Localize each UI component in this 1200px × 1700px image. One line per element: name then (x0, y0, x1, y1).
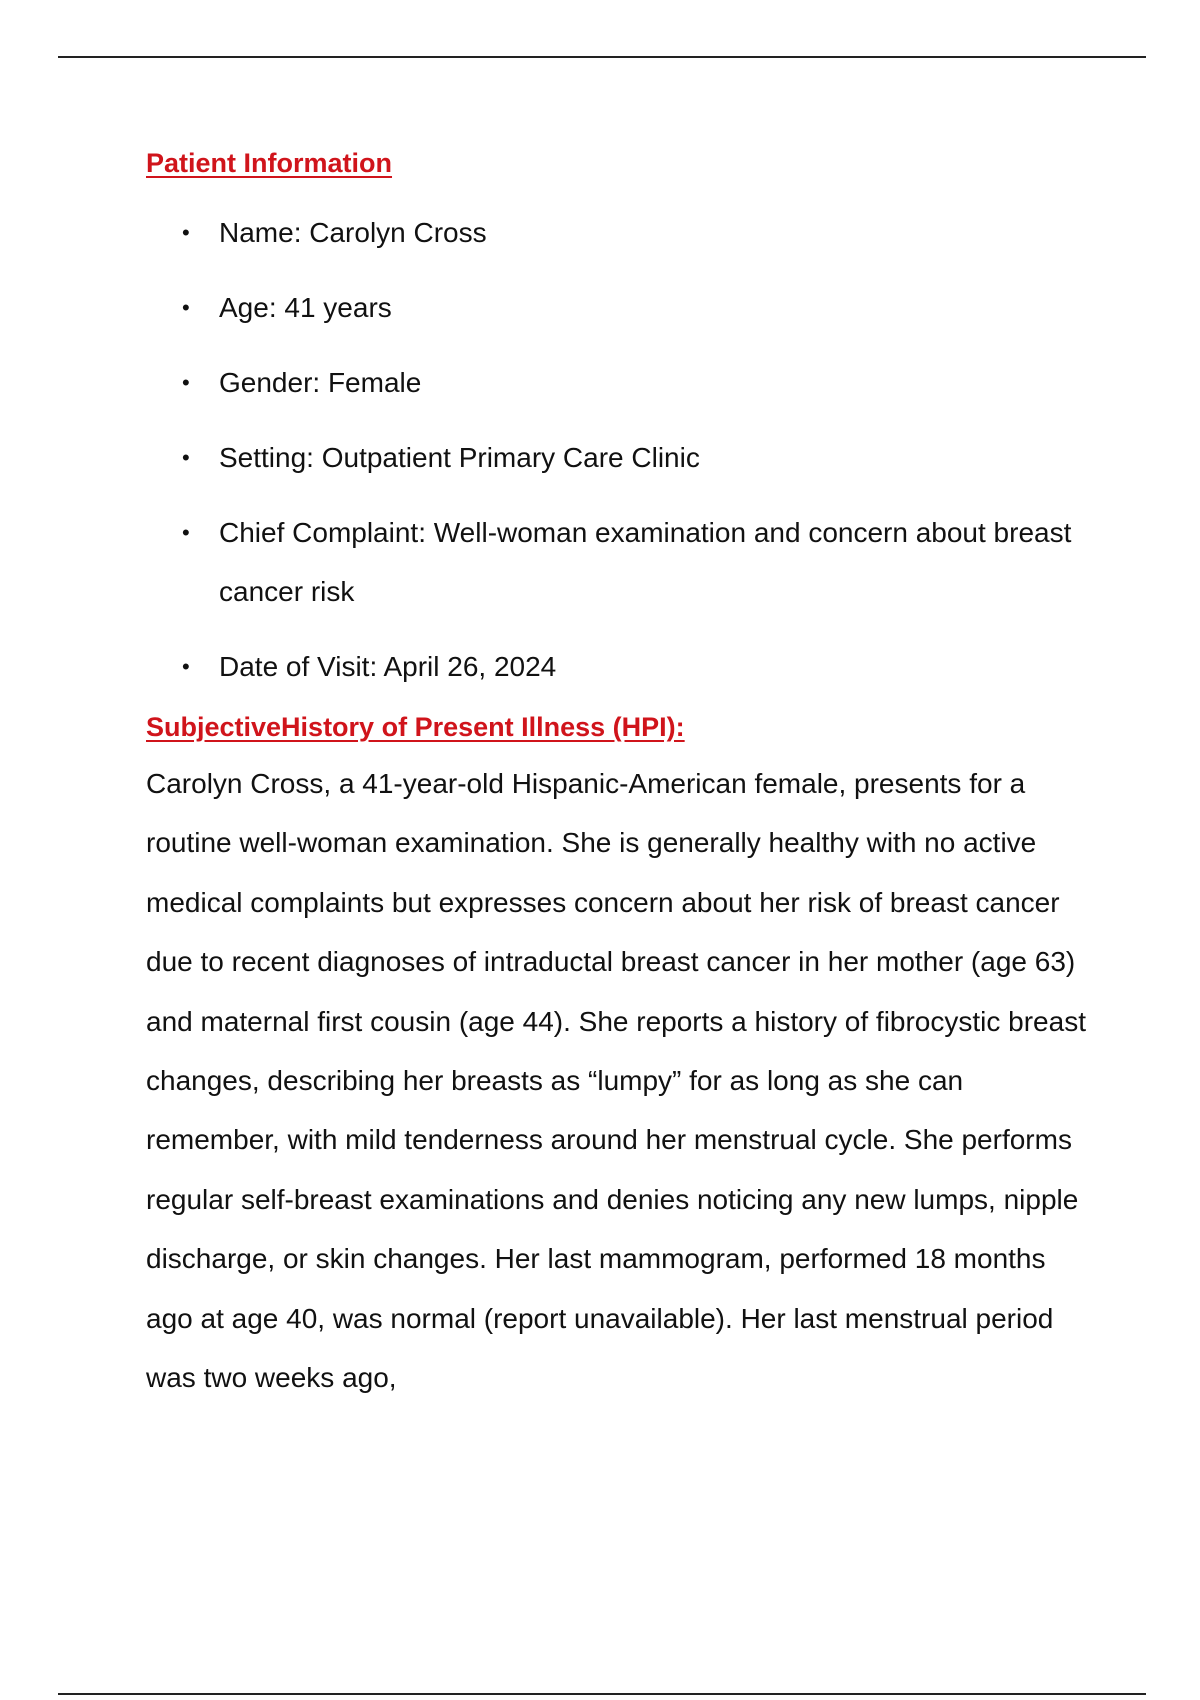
footer-rule (58, 1693, 1146, 1695)
list-item-setting (146, 428, 1106, 487)
list-item-text: Gender: Female (219, 367, 422, 398)
hpi-heading: SubjectiveHistory of Present Illness (HPI): (146, 712, 685, 742)
list-item-text: Age: 41 years (219, 292, 392, 323)
list-item-chief-complaint (146, 503, 1106, 621)
bullet-icon: • (182, 445, 190, 470)
list-item-age (146, 278, 1106, 337)
bullet-icon: • (182, 654, 190, 679)
bullet-icon: • (182, 295, 190, 320)
list-item-name (146, 203, 1106, 262)
list-item-date-of-visit (146, 637, 1106, 696)
list-item-gender (146, 353, 1106, 412)
bullet-icon: • (182, 520, 190, 545)
list-item-text: Name: Carolyn Cross (219, 217, 487, 248)
header-rule (58, 56, 1146, 58)
bullet-icon: • (182, 220, 190, 245)
list-item-text: Chief Complaint: Well-woman examination and concern about breast cancer risk (219, 517, 1072, 607)
patient-information-list (146, 203, 1106, 696)
patient-information-heading: Patient Information (146, 148, 393, 178)
hpi-paragraph: Carolyn Cross, a 41-year-old Hispanic-American female, presents for a routine well-woman examination. She is generally healthy with no active medical complaints but expresses concern about her risk of breast cancer due to recent diagnoses of intraductal breast cancer in her mother (age 63) and maternal first cousin (age 44). She reports a history of fibrocystic breast changes, describing her breasts as “lumpy” for as long as she can remember, with mild tenderness around her menstrual cycle. She performs regular self-breast examinations and denies noticing any new lumps, nipple discharge, or skin changes. Her last mammogram, performed 18 months ago at age 40, was normal (report unavailable). Her last menstrual period was two weeks ago, (146, 768, 1086, 1394)
bullet-icon: • (182, 370, 190, 395)
document-page (146, 145, 1106, 1407)
list-item-text: Setting: Outpatient Primary Care Clinic (219, 442, 700, 473)
list-item-text: Date of Visit: April 26, 2024 (219, 651, 557, 682)
